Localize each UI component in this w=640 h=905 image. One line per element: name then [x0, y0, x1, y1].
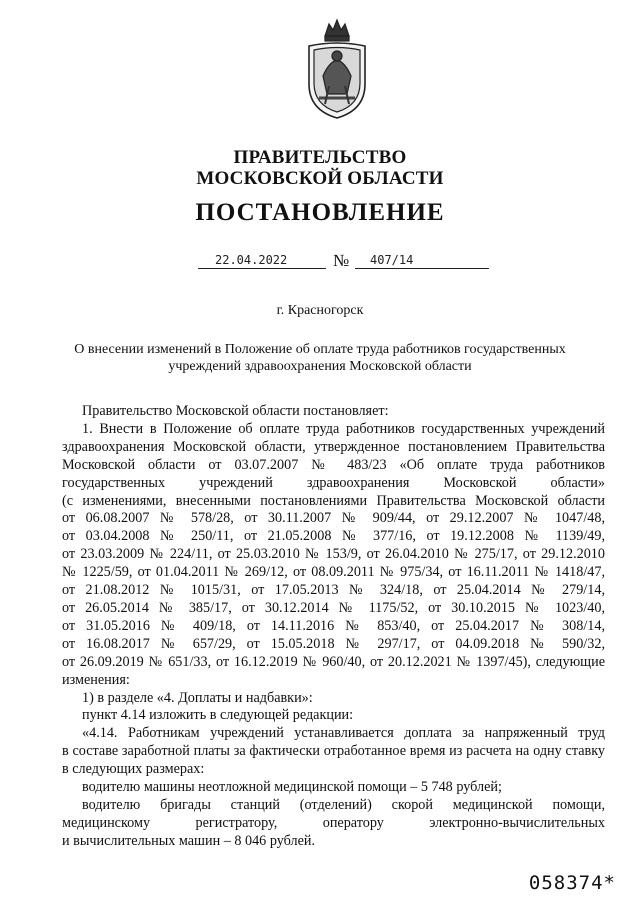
government-name-line1: ПРАВИТЕЛЬСТВО: [233, 147, 407, 168]
document-date: 22.04.2022: [215, 253, 288, 267]
serial-number: [529, 872, 616, 894]
item1-line: Московской области от 03.07.2007 № 483/23 «Об оплате труда работников: [62, 456, 605, 473]
city-name: г. Красногорск: [276, 303, 364, 318]
item1-line: от 26.09.2019 № 651/33, от 16.12.2019 № 960/40, от 20.12.2021 № 1397/45), следующие: [62, 653, 605, 670]
item1-line: от 16.08.2017 № 657/29, от 15.05.2018 № 297/17, от 04.09.2018 № 590/32,: [62, 635, 605, 652]
subitem1-heading: 1) в разделе «4. Доплаты и надбавки»:: [82, 689, 313, 706]
number-sign: №: [333, 251, 350, 270]
coat-of-arms-emblem: [305, 14, 369, 122]
item1-line: здравоохранения Московской области, утвержденное постановлением Правительства: [62, 438, 605, 455]
document-title-line1: О внесении изменений в Положение об оплате труда работников государственных: [74, 342, 566, 357]
serial-digits: 058374: [528, 872, 604, 894]
item1-line: от 31.05.2016 № 409/18, от 14.11.2016 № 853/40, от 25.04.2017 № 308/14,: [62, 617, 605, 634]
item1-line: от 21.08.2012 № 1015/31, от 17.05.2013 № 324/18, от 25.04.2014 № 279/14,: [62, 582, 605, 599]
brigade-line: водителю бригады станций (отделений) скорой медицинской помощи,: [82, 796, 605, 813]
item1-line: от 03.04.2008 № 250/11, от 21.05.2008 № 377/16, от 19.12.2008 № 1139/49,: [62, 528, 605, 545]
item1-line: от 26.05.2014 № 385/17, от 30.12.2014 № 1175/52, от 30.10.2015 № 1023/40,: [62, 599, 605, 616]
item1-line: (с изменениями, внесенными постановлениями Правительства Московской области: [62, 492, 605, 509]
number-underline: [355, 268, 489, 269]
date-underline: [198, 268, 326, 269]
document-number: 407/14: [370, 253, 414, 267]
item1-line: 1. Внести в Положение об оплате труда работников государственных учреждений: [82, 420, 605, 437]
item1-line: от 23.03.2009 № 224/11, от 25.03.2010 № 153/9, от 26.04.2010 № 275/17, от 29.12.2010: [62, 546, 605, 563]
item1-line: № 1225/59, от 01.04.2011 № 269/12, от 08.09.2011 № 975/34, от 16.11.2011 № 1418/47,: [62, 564, 605, 581]
subitem1-point: пункт 4.14 изложить в следующей редакции:: [82, 707, 354, 724]
document-title-line2: учреждений здравоохранения Московской области: [168, 359, 472, 374]
item1-line: от 06.08.2007 № 578/28, от 30.11.2007 № 909/44, от 29.12.2007 № 1047/48,: [62, 510, 605, 527]
item1-line: государственных учреждений здравоохранения Московской области»: [62, 474, 605, 491]
item1-last-line: изменения:: [62, 671, 130, 688]
intro-paragraph: Правительство Московской области постановляет:: [82, 403, 389, 419]
document-body: [62, 403, 605, 851]
government-name-line2: МОСКОВСКОЙ ОБЛАСТИ: [196, 168, 444, 189]
brigade-last-line: и вычислительных машин – 8 046 рублей.: [62, 832, 316, 849]
para-414-last-line: в следующих размерах:: [62, 761, 205, 778]
document-type-heading: ПОСТАНОВЛЕНИЕ: [195, 199, 445, 226]
serial-mark: *: [603, 872, 616, 894]
para-414-line: «4.14. Работникам учреждений устанавливается доплата за напряженный труд: [82, 725, 605, 742]
brigade-line: медицинскому регистратору, оператору электронно-вычислительных: [62, 814, 605, 831]
driver-rate: водителю машины неотложной медицинской помощи – 5 748 рублей;: [82, 779, 502, 796]
para-414-line: в составе заработной платы за фактически отработанное время из расчета на одну ставку: [62, 743, 605, 760]
